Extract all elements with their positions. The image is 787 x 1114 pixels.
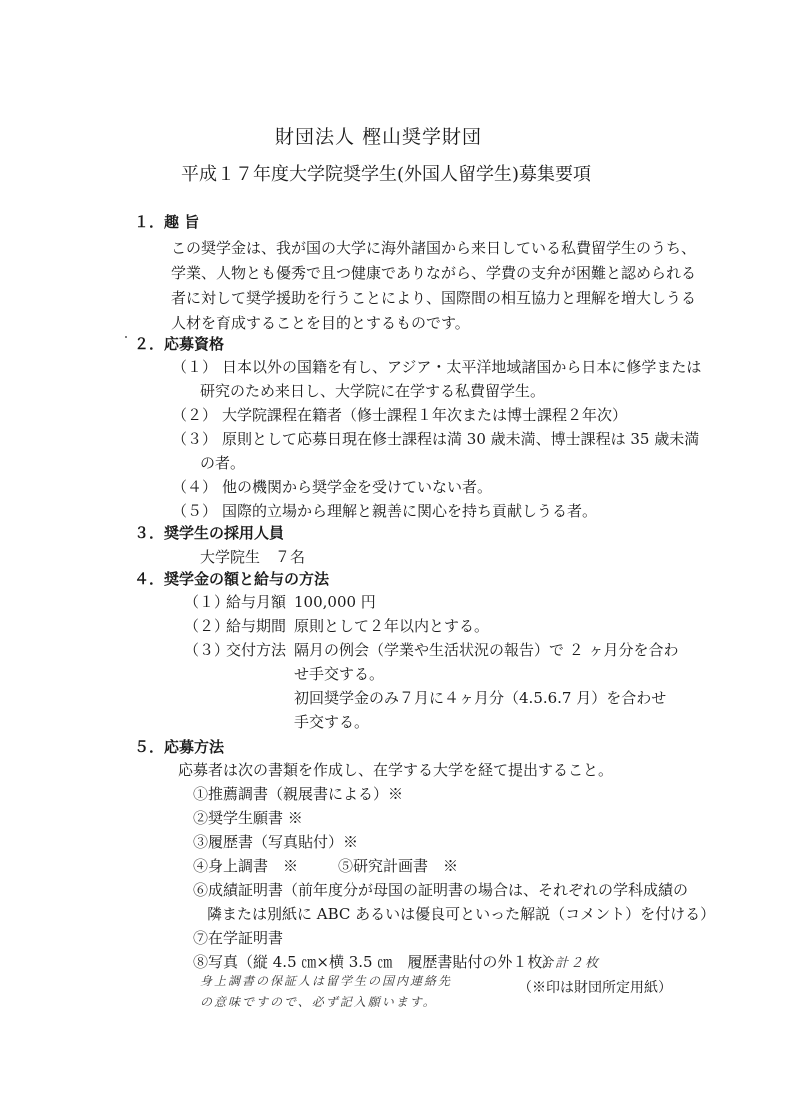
payment-text: 原則として２年以内とする。: [294, 617, 490, 635]
required-document: ③履歴書（写真貼付）※: [193, 833, 359, 851]
required-document: ⑧写真（縦 4.5 ㎝×横 3.5 ㎝ 履歴書貼付の外１枚）: [193, 953, 558, 971]
eligibility-text: 国際的立場から理解と親善に関心を持ち貢献しうる者。: [222, 502, 598, 520]
eligibility-number: （２）: [172, 406, 218, 424]
eligibility-text: 日本以外の国籍を有し、アジア・太平洋地域諸国から日本に修学または: [222, 358, 702, 376]
payment-number: （１）: [184, 593, 230, 611]
required-document: 隣または別紙に ABC あるいは優良可といった解説（コメント）を付ける）: [207, 905, 716, 923]
scan-speck: [125, 336, 127, 338]
eligibility-text: の者。: [200, 454, 246, 472]
handwritten-note: の意味ですので、必ず記入願います。: [200, 995, 437, 1009]
payment-text: 手交する。: [294, 713, 370, 731]
required-document: ⑤研究計画書 ※: [338, 857, 459, 875]
application-intro: 応募者は次の書類を作成し、在学する大学を経て提出すること。: [178, 761, 614, 779]
eligibility-text: 他の機関から奨学金を受けていない者。: [222, 478, 493, 496]
document-subtitle: 平成１７年度大学院奨学生(外国人留学生)募集要項: [181, 164, 592, 185]
required-document: ②奨学生願書 ※: [193, 809, 303, 827]
payment-text: せ手交する。: [294, 665, 385, 683]
eligibility-text: 研究のため来日し、大学院に在学する私費留学生。: [200, 382, 546, 400]
section-1-line: 者に対して奨学援助を行うことにより、国際間の相互協力と理解を増大しうる: [171, 289, 697, 307]
recruitment-count: 大学院生 ７名: [200, 548, 306, 566]
eligibility-number: （１）: [172, 358, 218, 376]
section-3-heading: ３．奨学生の採用人員: [134, 524, 285, 542]
payment-label: 給与期間: [226, 617, 287, 635]
handwritten-note: 身上調書の保証人は留学生の国内連絡先: [200, 974, 453, 988]
section-1-line: 学業、人物とも優秀で且つ健康でありながら、学費の支弁が困難と認められる: [171, 264, 697, 282]
eligibility-text: 原則として応募日現在修士課程は満 30 歳未満、博士課程は 35 歳未満: [222, 430, 700, 448]
section-1-line: 人材を育成することを目的とするものです。: [171, 314, 470, 332]
payment-text: 隔月の例会（学業や生活状況の報告）で ２ ヶ月分を合わ: [294, 641, 679, 659]
payment-text: 初回奨学金のみ７月に４ヶ月分（4.5.6.7 月）を合わせ: [294, 689, 667, 707]
section-1-heading: １．趣 旨: [134, 213, 200, 231]
footnote: （※印は財団所定用紙）: [518, 980, 672, 996]
foundation-title: 財団法人 樫山奨学財団: [275, 126, 483, 148]
required-document: ⑦在学証明書: [193, 929, 284, 947]
eligibility-number: （５）: [172, 502, 218, 520]
payment-number: （３）: [184, 641, 230, 659]
payment-label: 交付方法: [226, 641, 287, 659]
required-document: ⑥成績証明書（前年度分が母国の証明書の場合は、それぞれの学科成績の: [193, 881, 689, 899]
payment-label: 給与月額: [226, 593, 287, 611]
section-4-heading: ４．奨学金の額と給与の方法: [134, 570, 330, 588]
section-1-line: この奨学金は、我が国の大学に海外諸国から来日している私費留学生のうち、: [171, 239, 697, 257]
required-document: ④身上調書 ※: [193, 857, 299, 875]
section-5-heading: ５．応募方法: [134, 738, 225, 756]
required-document: ①推薦調書（親展書による）※: [193, 785, 404, 803]
eligibility-number: （３）: [172, 430, 218, 448]
eligibility-number: （４）: [172, 478, 218, 496]
payment-number: （２）: [184, 617, 230, 635]
eligibility-text: 大学院課程在籍者（修士課程１年次または博士課程２年次）: [222, 406, 628, 424]
handwritten-total: 合計２枚: [540, 956, 601, 971]
section-2-heading: ２．応募資格: [134, 335, 225, 353]
payment-text: 100,000 円: [294, 593, 376, 611]
